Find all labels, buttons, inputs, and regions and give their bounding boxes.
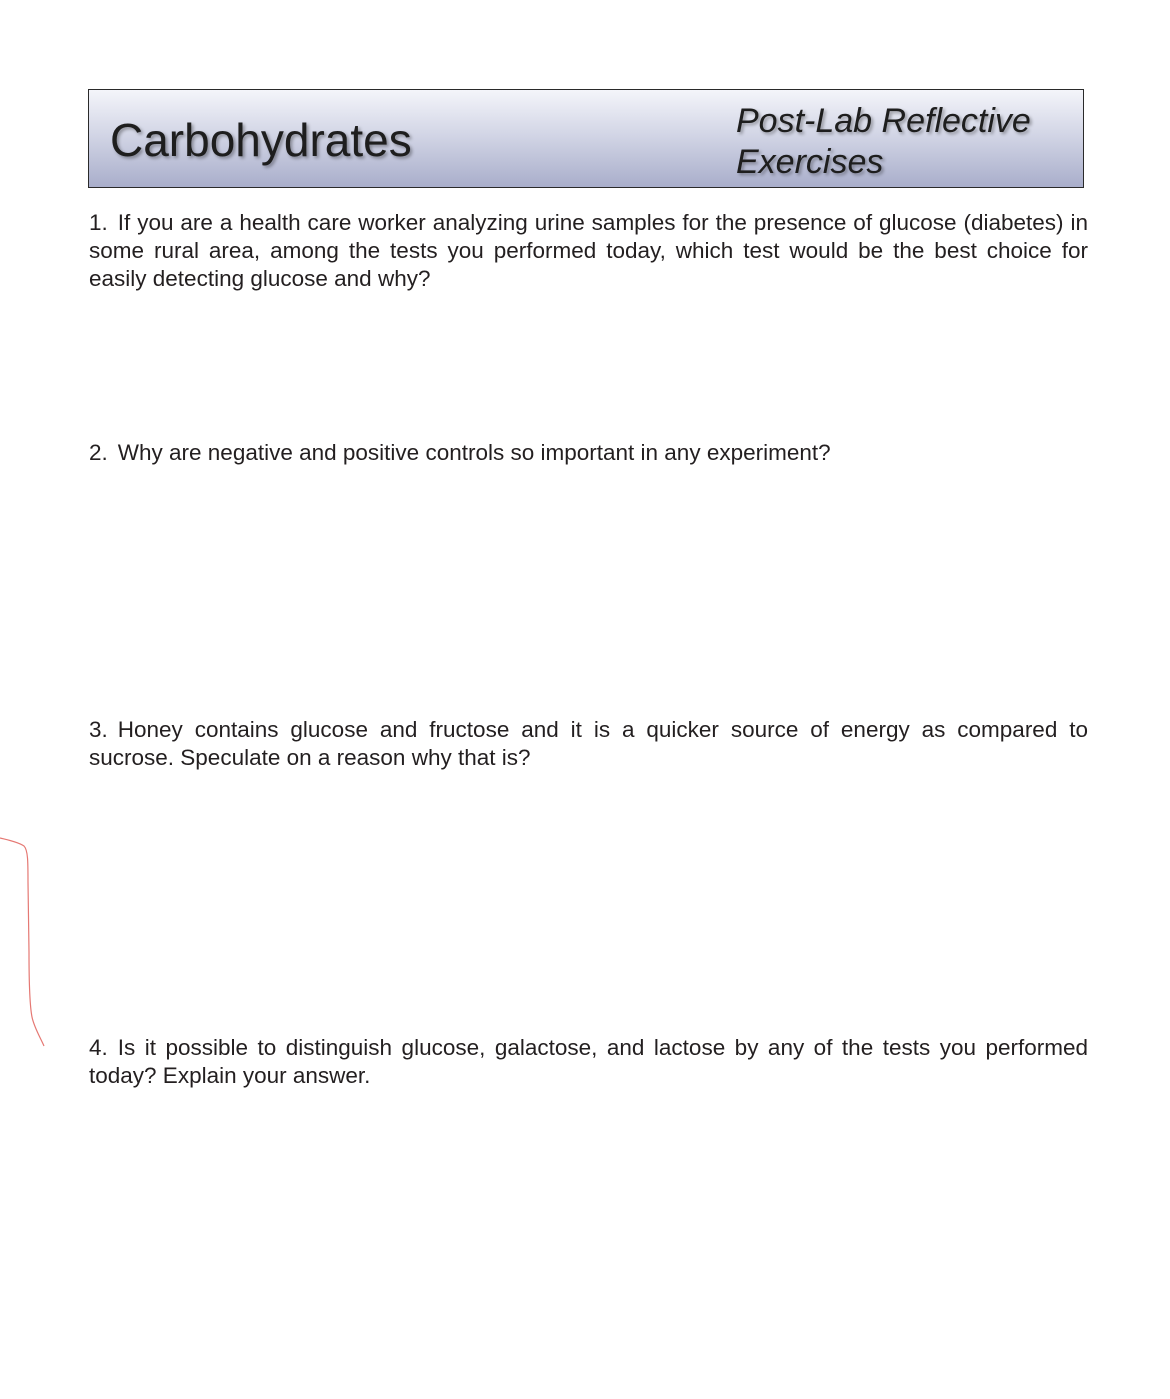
question-number: 1. <box>89 210 108 235</box>
question-text: If you are a health care worker analyzing urine samples for the presence of glucose (diabetes) in some rural area, among the tests you performed today, which test would be the best choice for easily detecting glucose and why? <box>89 210 1088 291</box>
question-3 <box>89 716 1088 772</box>
question-number: 3. <box>89 717 108 742</box>
question-number: 2. <box>89 440 108 465</box>
question-number: 4. <box>89 1035 108 1060</box>
page-title: Carbohydrates <box>110 114 412 166</box>
page-subtitle: Post-Lab Reflective Exercises <box>736 102 1031 181</box>
question-text: Why are negative and positive controls so important in any experiment? <box>117 440 831 465</box>
question-text: Honey contains glucose and fructose and it is a quicker source of energy as compared to sucrose. Speculate on a reason why that is? <box>89 717 1088 770</box>
question-4 <box>89 1034 1088 1090</box>
question-1 <box>89 209 1088 293</box>
handwritten-bracket-mark <box>0 832 50 1052</box>
question-text: Is it possible to distinguish glucose, galactose, and lactose by any of the tests you performed today? Explain your answer. <box>89 1035 1088 1088</box>
header-banner <box>88 89 1084 188</box>
question-2 <box>89 439 1088 467</box>
